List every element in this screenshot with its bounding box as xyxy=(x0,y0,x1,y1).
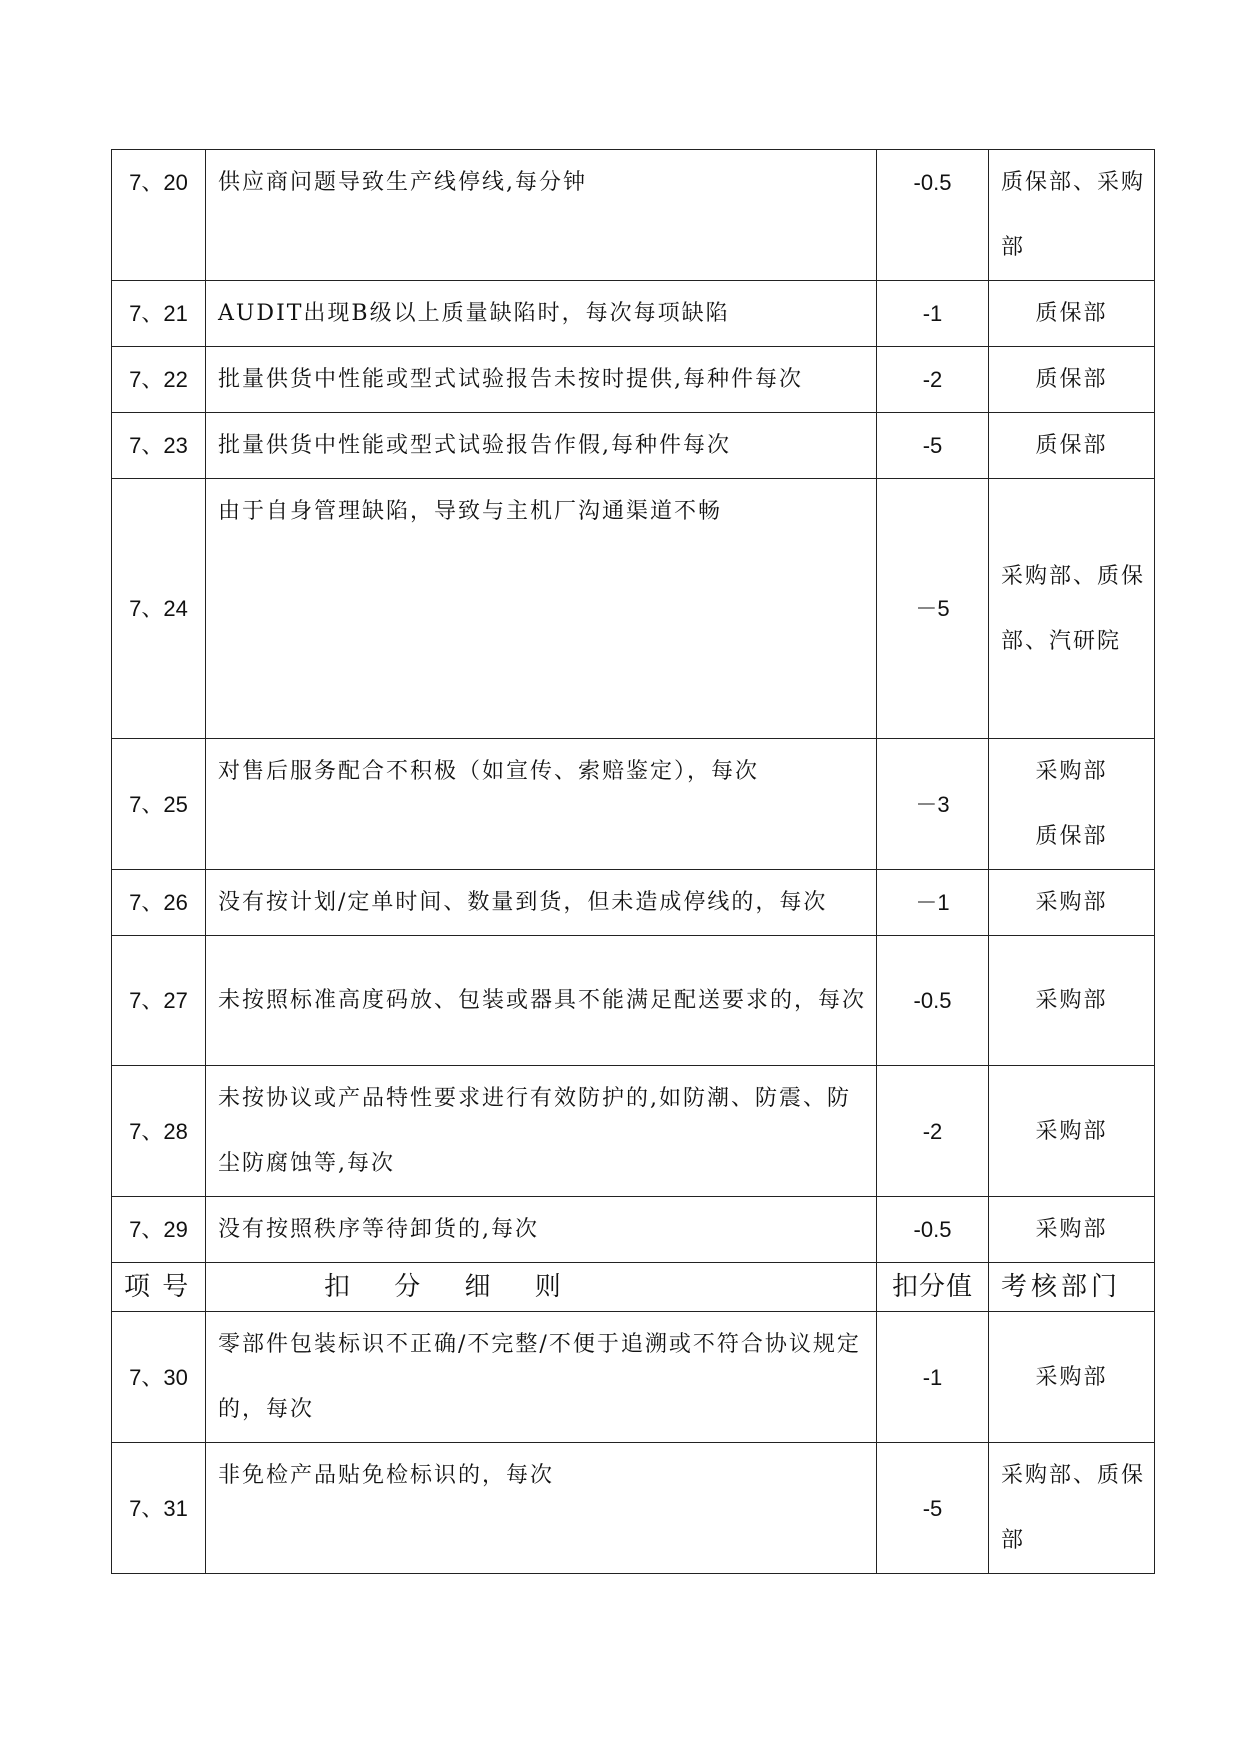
table-header-row xyxy=(112,1263,1155,1312)
item-number: 7、30 xyxy=(112,1312,206,1443)
table-row xyxy=(112,413,1155,479)
department: 质保部 xyxy=(989,347,1155,413)
deduction-value: -5 xyxy=(877,1443,989,1574)
item-description: 未按照标准高度码放、包装或器具不能满足配送要求的，每次 xyxy=(206,936,877,1066)
department xyxy=(989,739,1155,870)
item-number: 7、27 xyxy=(112,936,206,1066)
deduction-value: -0.5 xyxy=(877,150,989,281)
item-number: 7、26 xyxy=(112,870,206,936)
table-row xyxy=(112,150,1155,281)
table-row xyxy=(112,347,1155,413)
deduction-value: －5 xyxy=(877,479,989,739)
item-number: 7、25 xyxy=(112,739,206,870)
department: 采购部 xyxy=(989,870,1155,936)
deduction-value: -0.5 xyxy=(877,1197,989,1263)
department: 采购部 xyxy=(989,1066,1155,1197)
item-description: 零部件包装标识不正确/不完整/不便于追溯或不符合协议规定的，每次 xyxy=(206,1312,877,1443)
department: 采购部 xyxy=(989,1312,1155,1443)
item-description: 供应商问题导致生产线停线,每分钟 xyxy=(206,150,877,281)
deduction-value: -2 xyxy=(877,1066,989,1197)
item-description: 非免检产品贴免检标识的，每次 xyxy=(206,1443,877,1574)
header-description: 扣 分 细 则 xyxy=(206,1263,877,1312)
deduction-value: -1 xyxy=(877,281,989,347)
deduction-value: －1 xyxy=(877,870,989,936)
item-number: 7、28 xyxy=(112,1066,206,1197)
header-item-number: 项 号 xyxy=(112,1263,206,1312)
item-number: 7、22 xyxy=(112,347,206,413)
deduction-rules-table xyxy=(111,149,1155,1574)
item-number: 7、29 xyxy=(112,1197,206,1263)
header-deduction-value: 扣分值 xyxy=(877,1263,989,1312)
item-description: AUDIT出现B级以上质量缺陷时，每次每项缺陷 xyxy=(206,281,877,347)
department-line: 采购部 xyxy=(1035,759,1108,784)
table-row xyxy=(112,870,1155,936)
department: 采购部、质保部 xyxy=(989,1443,1155,1574)
item-description: 没有按计划/定单时间、数量到货，但未造成停线的，每次 xyxy=(206,870,877,936)
deduction-value: －3 xyxy=(877,739,989,870)
department: 质保部 xyxy=(989,413,1155,479)
item-description: 由于自身管理缺陷，导致与主机厂沟通渠道不畅 xyxy=(206,479,877,739)
header-department: 考核部门 xyxy=(989,1263,1155,1312)
item-number: 7、31 xyxy=(112,1443,206,1574)
department-line: 质保部 xyxy=(1035,824,1108,849)
deduction-value: -1 xyxy=(877,1312,989,1443)
table-row xyxy=(112,936,1155,1066)
table-row xyxy=(112,479,1155,739)
item-description: 批量供货中性能或型式试验报告作假,每种件每次 xyxy=(206,413,877,479)
item-description: 对售后服务配合不积极（如宣传、索赔鉴定），每次 xyxy=(206,739,877,870)
item-number: 7、21 xyxy=(112,281,206,347)
department: 质保部 xyxy=(989,281,1155,347)
deduction-value: -5 xyxy=(877,413,989,479)
item-description: 没有按照秩序等待卸货的,每次 xyxy=(206,1197,877,1263)
table-row xyxy=(112,1197,1155,1263)
table-row xyxy=(112,1066,1155,1197)
deduction-value: -2 xyxy=(877,347,989,413)
department: 质保部、采购部 xyxy=(989,150,1155,281)
department: 采购部、质保部、汽研院 xyxy=(989,479,1155,739)
item-number: 7、23 xyxy=(112,413,206,479)
item-description: 未按协议或产品特性要求进行有效防护的,如防潮、防震、防尘防腐蚀等,每次 xyxy=(206,1066,877,1197)
table-row xyxy=(112,739,1155,870)
item-number: 7、20 xyxy=(112,150,206,281)
department: 采购部 xyxy=(989,936,1155,1066)
item-number: 7、24 xyxy=(112,479,206,739)
department: 采购部 xyxy=(989,1197,1155,1263)
table-row xyxy=(112,1443,1155,1574)
deduction-value: -0.5 xyxy=(877,936,989,1066)
item-description: 批量供货中性能或型式试验报告未按时提供,每种件每次 xyxy=(206,347,877,413)
table-row xyxy=(112,1312,1155,1443)
table-row xyxy=(112,281,1155,347)
